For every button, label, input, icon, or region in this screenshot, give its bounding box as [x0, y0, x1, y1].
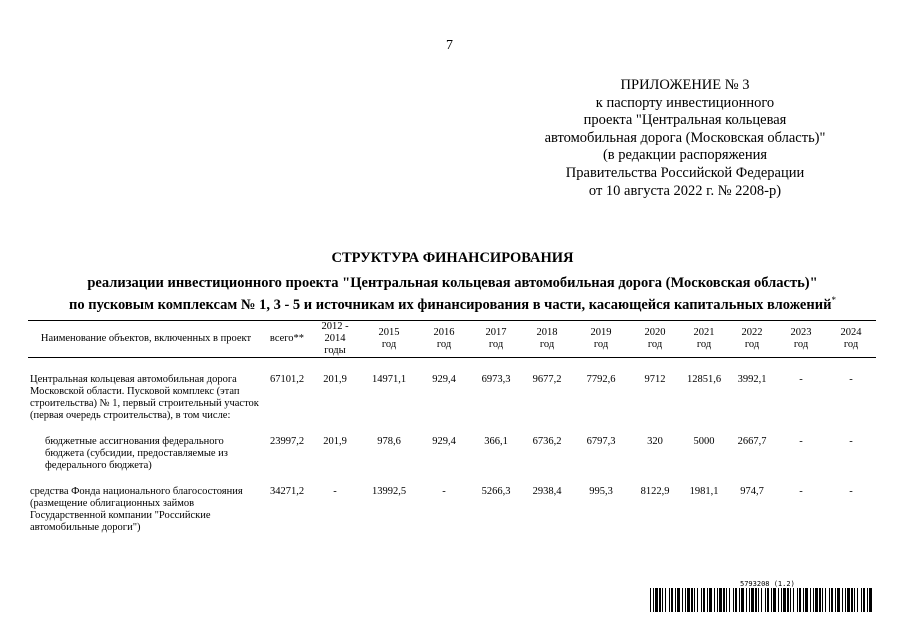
cell-value: - — [849, 436, 853, 447]
cell-value: - — [799, 374, 803, 385]
cell-value: 995,3 — [589, 486, 613, 497]
header-period: 2018 год — [522, 321, 572, 358]
table-row — [28, 436, 876, 486]
header-period: 2021 год — [680, 321, 728, 358]
cell-value: 320 — [647, 436, 663, 447]
header-name: Наименование объектов, включенных в проект — [28, 321, 264, 358]
header-period: 2020 год — [630, 321, 680, 358]
subtitle-line-2 — [0, 292, 905, 314]
header-period: 2017 год — [470, 321, 522, 358]
cell-value: 6973,3 — [481, 374, 511, 385]
header-period: 2022 год — [728, 321, 776, 358]
barcode-icon — [650, 588, 872, 612]
footnote-mark: * — [831, 295, 836, 305]
cell-value: 23997,2 — [269, 436, 305, 447]
cell-value: 8122,9 — [640, 486, 670, 497]
appendix-line: к паспорту инвестиционного — [595, 94, 775, 111]
appendix-line: от 10 августа 2022 г. № 2208-р) — [588, 182, 782, 199]
cell-value: 67101,2 — [269, 374, 305, 385]
financing-table — [28, 320, 876, 536]
appendix-block — [505, 77, 865, 200]
cell-value: - — [849, 374, 853, 385]
table-row — [28, 486, 876, 536]
header-period: 2016 год — [418, 321, 470, 358]
subtitle-line: реализации инвестиционного проекта "Центральная кольцевая автомобильная дорога (Московская область)" — [87, 275, 818, 291]
cell-value: 7792,6 — [586, 374, 616, 385]
appendix-line: проекта "Центральная кольцевая — [583, 112, 787, 129]
appendix-line: автомобильная дорога (Московская область)" — [544, 129, 826, 146]
cell-value: - — [442, 486, 446, 497]
cell-value: 5000 — [693, 436, 715, 447]
row-name: бюджетные ассигнования федерального бюджета (субсидии, предоставляемые из федерального бюджета) — [45, 436, 228, 471]
cell-value: 1981,1 — [689, 486, 719, 497]
appendix-line: (в редакции распоряжения — [602, 147, 768, 164]
document-title: СТРУКТУРА ФИНАНСИРОВАНИЯ — [331, 250, 574, 266]
cell-value: 9712 — [644, 374, 666, 385]
header-period: 2019 год — [572, 321, 630, 358]
cell-value: 6797,3 — [586, 436, 616, 447]
cell-value: 2938,4 — [532, 486, 562, 497]
cell-value: 974,7 — [740, 486, 764, 497]
cell-value: 201,9 — [323, 436, 347, 447]
cell-value: 5266,3 — [481, 486, 511, 497]
header-period: 2015 год — [360, 321, 418, 358]
cell-value: - — [799, 486, 803, 497]
table-header-row — [28, 321, 876, 358]
header-period: 2023 год — [776, 321, 826, 358]
cell-value: 34271,2 — [269, 486, 305, 497]
subtitle-line-text: по пусковым комплексам № 1, 3 - 5 и источникам их финансирования в части, касающейся капитальных вложений — [69, 296, 832, 313]
header-period: 2012 - 2014 годы — [310, 321, 360, 358]
document-subtitle — [0, 275, 905, 314]
cell-value: 9677,2 — [532, 374, 562, 385]
row-name: средства Фонда национального благосостояния (размещение облигационных займов Государственной компании "Российские автомобильные дороги") — [30, 486, 243, 533]
header-total: всего** — [264, 321, 310, 358]
header-period: 2024 год — [826, 321, 876, 358]
cell-value: - — [799, 436, 803, 447]
row-name: Центральная кольцевая автомобильная дорога Московской области. Пусковой комплекс (этап строительства) № 1, первый строительный участок (первая очередь строительства), в том числе: — [30, 374, 259, 421]
cell-value: 13992,5 — [371, 486, 407, 497]
cell-value: - — [849, 486, 853, 497]
barcode-label: 5793208 (1.2) — [740, 580, 795, 588]
cell-value: 6736,2 — [532, 436, 562, 447]
cell-value: - — [333, 486, 337, 497]
cell-value: 978,6 — [377, 436, 401, 447]
table-row — [28, 358, 876, 437]
appendix-line: ПРИЛОЖЕНИЕ № 3 — [620, 77, 750, 93]
cell-value: 201,9 — [323, 374, 347, 385]
cell-value: 2667,7 — [737, 436, 767, 447]
page-number: 7 — [446, 38, 453, 53]
cell-value: 14971,1 — [371, 374, 407, 385]
cell-value: 12851,6 — [686, 374, 722, 385]
cell-value: 929,4 — [432, 374, 456, 385]
appendix-line: Правительства Российской Федерации — [565, 164, 805, 181]
cell-value: 929,4 — [432, 436, 456, 447]
cell-value: 366,1 — [484, 436, 508, 447]
cell-value: 3992,1 — [737, 374, 767, 385]
